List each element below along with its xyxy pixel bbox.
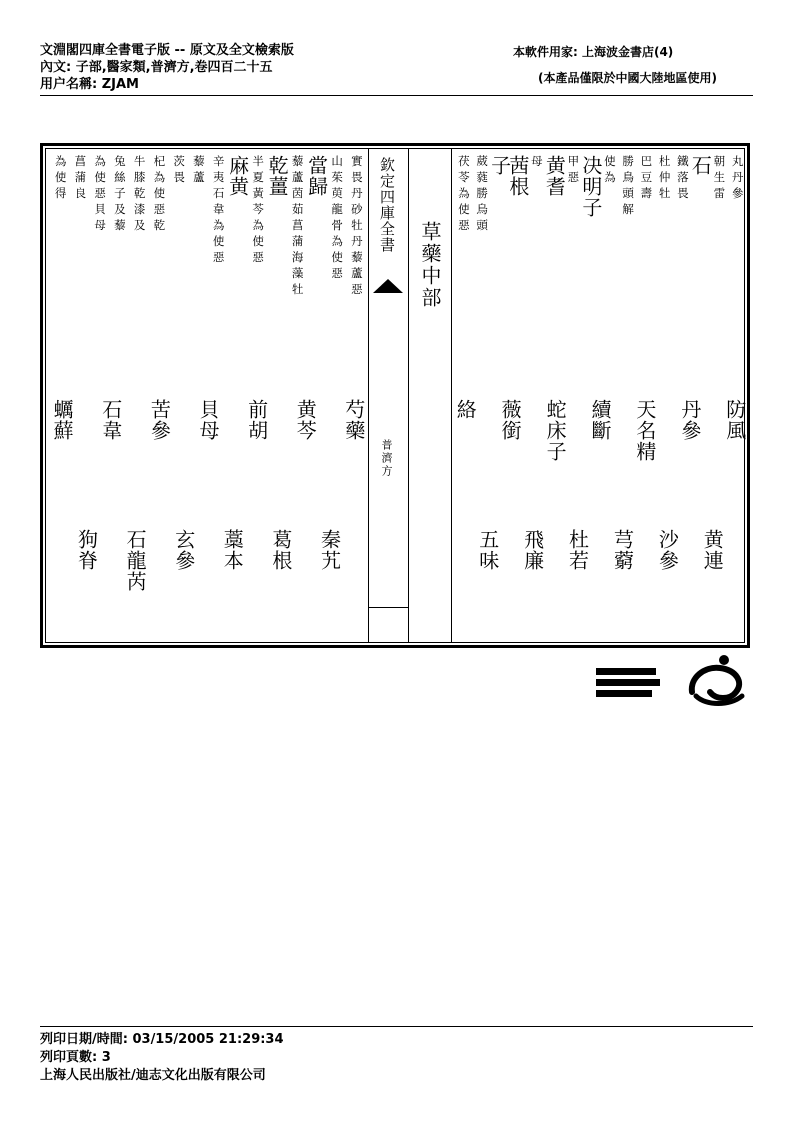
entry-note: 甲惡 (566, 155, 581, 187)
entry-heading: 茜根 (505, 155, 530, 197)
entry-note: 為使得 (53, 155, 68, 203)
entry-note: 為使惡貝母 (93, 155, 108, 235)
entry-note: 辛夷石韋為使惡 (211, 155, 226, 267)
secondary-entry-heading: 蠣蘚 (50, 399, 75, 441)
page-inner-border (45, 148, 745, 643)
entry-heading: 子 (487, 155, 512, 176)
secondary-entry-heading: 杜若 (565, 529, 590, 571)
entry-note: 勝鳥頭解 (621, 155, 636, 219)
entry-note: 藜蘆 (191, 155, 206, 187)
publisher-line: 上海人民出版社/迪志文化出版有限公司 (40, 1068, 266, 1083)
secondary-entry-heading: 狗脊 (74, 529, 99, 571)
left-column (341, 155, 366, 636)
entry-note: 鐵落畏 (675, 155, 690, 203)
book-heading: 欽定四庫全書 (378, 157, 396, 253)
entry-note: 茯苓為使惡 (456, 155, 471, 235)
secondary-entry-heading: 芍藥 (341, 399, 366, 441)
right-column (454, 155, 472, 636)
chapter-title: 草藥中部 (418, 221, 442, 309)
entry-note: 牛膝乾漆及 (132, 155, 147, 235)
print-page-count: 列印頁數: 3 (40, 1050, 111, 1065)
header-divider (40, 95, 753, 96)
secondary-entry-heading: 飛廉 (520, 529, 545, 571)
entry-note: 兔絲子及藜 (112, 155, 127, 235)
right-column (632, 155, 657, 636)
secondary-entry-heading: 防風 (722, 399, 747, 441)
entry-note: 使為 (602, 155, 617, 187)
fishtail-mark (373, 279, 403, 293)
right-column (542, 155, 568, 636)
secondary-entry-heading: 貝母 (196, 399, 220, 441)
secondary-entry-heading: 藁本 (220, 529, 245, 571)
entry-note: 山茱萸龍骨為使惡 (330, 155, 345, 283)
secondary-entry-heading: 苦參 (147, 399, 172, 441)
chapter-divider (451, 149, 452, 642)
licensee-label: 本軟件用家: 上海波金書店(4) (513, 45, 674, 59)
secondary-entry-heading: 薇銜 (498, 399, 523, 441)
entry-heading: 决明子 (578, 155, 603, 218)
entry-note: 杜仲牡 (657, 155, 672, 203)
entry-note: 杞為使惡乾 (152, 155, 167, 235)
secondary-entry-heading: 丹參 (677, 399, 702, 441)
secondary-entry-heading: 續斷 (588, 399, 612, 441)
entry-note: 巴豆壽 (639, 155, 654, 203)
secondary-entry-heading: 芎藭 (610, 529, 635, 571)
entry-heading: 黄耆 (542, 155, 567, 197)
region-restriction: (本產品僅限於中國大陸地區使用) (538, 71, 717, 85)
entry-note: 實畏丹砂牡丹藜蘆惡 (349, 155, 364, 299)
entry-heading: 石 (688, 155, 713, 176)
entry-note: 丸丹參 (730, 155, 745, 203)
entry-note: 葳蕤勝烏頭 (475, 155, 490, 235)
secondary-entry-heading: 玄參 (171, 529, 196, 571)
right-column (728, 155, 746, 636)
secondary-entry-heading: 葛根 (268, 529, 293, 571)
center-column (369, 149, 408, 642)
print-datetime: 列印日期/時間: 03/15/2005 21:29:34 (40, 1032, 284, 1047)
footer-divider (40, 1026, 753, 1027)
publisher-seal-swirl-icon (686, 652, 748, 708)
secondary-entry-heading: 黄連 (700, 529, 725, 571)
secondary-entry-heading: 石韋 (98, 399, 123, 441)
secondary-entry-heading: 石龍芮 (123, 529, 148, 592)
left-column (147, 155, 172, 636)
entry-note: 母 (529, 155, 544, 171)
entry-note: 朝生雷 (712, 155, 727, 203)
entry-note: 藜蘆茵茹菖蒲海藻牡 (290, 155, 305, 299)
entry-note: 茨畏 (172, 155, 187, 187)
secondary-entry-heading: 沙參 (655, 529, 680, 571)
app-title: 文淵閣四庫全書電子版 -- 原文及全文檢索版 (40, 43, 294, 58)
entry-note: 菖蒲良 (73, 155, 88, 203)
content-path: 內文: 子部,醫家類,普濟方,卷四百二十五 (40, 60, 273, 75)
entry-note: 半夏黃芩為使惡 (251, 155, 266, 267)
left-column (50, 155, 75, 636)
center-lower-rule (369, 607, 408, 608)
secondary-entry-heading: 五味 (475, 529, 500, 571)
secondary-entry-heading: 天名精 (632, 399, 657, 462)
entry-heading: 乾薑 (265, 155, 290, 197)
center-divider-right (408, 149, 409, 642)
entry-heading: 麻黄 (225, 155, 250, 197)
book-name: 普濟方 (380, 439, 393, 478)
publisher-seal-bars-icon (596, 660, 664, 702)
scanned-page (40, 143, 750, 648)
secondary-entry-heading: 黄芩 (293, 399, 318, 441)
secondary-entry-heading: 蛇床子 (543, 399, 568, 462)
secondary-entry-heading: 前胡 (244, 399, 269, 441)
left-column (244, 155, 269, 636)
secondary-entry-heading: 絡 (453, 399, 478, 420)
entry-heading: 當歸 (304, 155, 329, 197)
user-name: 用户名稱: ZJAM (40, 77, 139, 92)
secondary-entry-heading: 秦艽 (317, 529, 342, 571)
